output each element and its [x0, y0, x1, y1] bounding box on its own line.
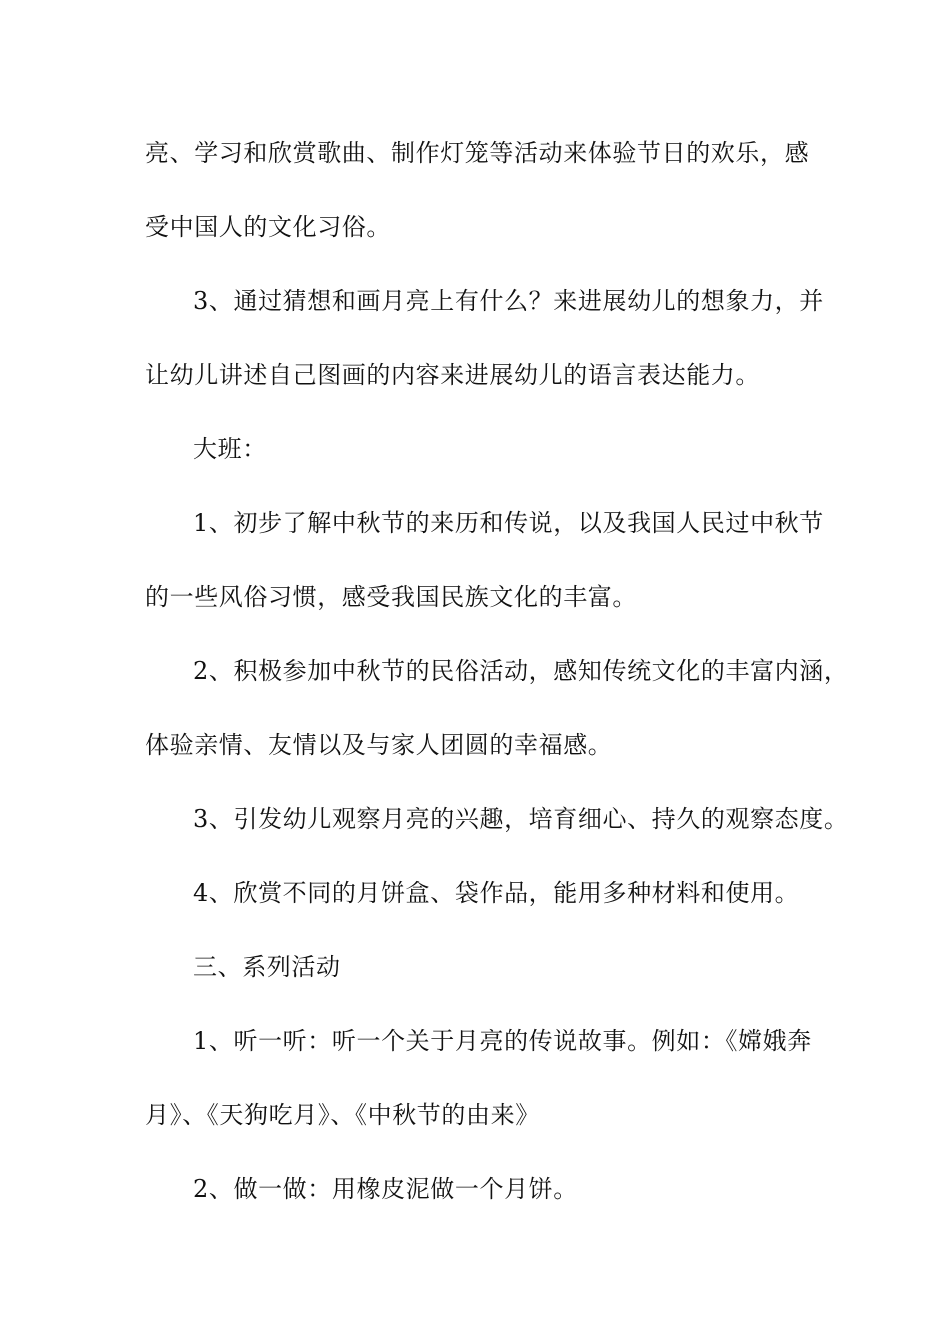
- text-line: 3、引发幼儿观察月亮的兴趣，培育细心、持久的观察态度。: [193, 805, 849, 833]
- text-line: 1、听一听：听一个关于月亮的传说故事。例如：《嫦娥奔: [193, 1027, 812, 1055]
- text-line: 亮、学习和欣赏歌曲、制作灯笼等活动来体验节日的欢乐，感: [145, 139, 810, 167]
- section-heading: 大班：: [193, 435, 267, 463]
- text-line: 月》、《天狗吃月》、《中秋节的由来》: [145, 1101, 540, 1129]
- text-line: 2、积极参加中秋节的民俗活动，感知传统文化的丰富内涵，: [193, 657, 849, 685]
- text-line: 的一些风俗习惯，感受我国民族文化的丰富。: [145, 583, 637, 611]
- section-heading: 三、系列活动: [193, 953, 341, 981]
- text-line: 受中国人的文化习俗。: [145, 213, 391, 241]
- text-line: 4、欣赏不同的月饼盒、袋作品，能用多种材料和使用。: [193, 879, 800, 907]
- text-line: 让幼儿讲述自己图画的内容来进展幼儿的语言表达能力。: [145, 361, 760, 389]
- text-line: 3、通过猜想和画月亮上有什么？来进展幼儿的想象力，并: [193, 287, 824, 315]
- text-line: 体验亲情、友情以及与家人团圆的幸福感。: [145, 731, 613, 759]
- text-line: 1、初步了解中秋节的来历和传说，以及我国人民过中秋节: [193, 509, 824, 537]
- text-line: 2、做一做：用橡皮泥做一个月饼。: [193, 1175, 578, 1203]
